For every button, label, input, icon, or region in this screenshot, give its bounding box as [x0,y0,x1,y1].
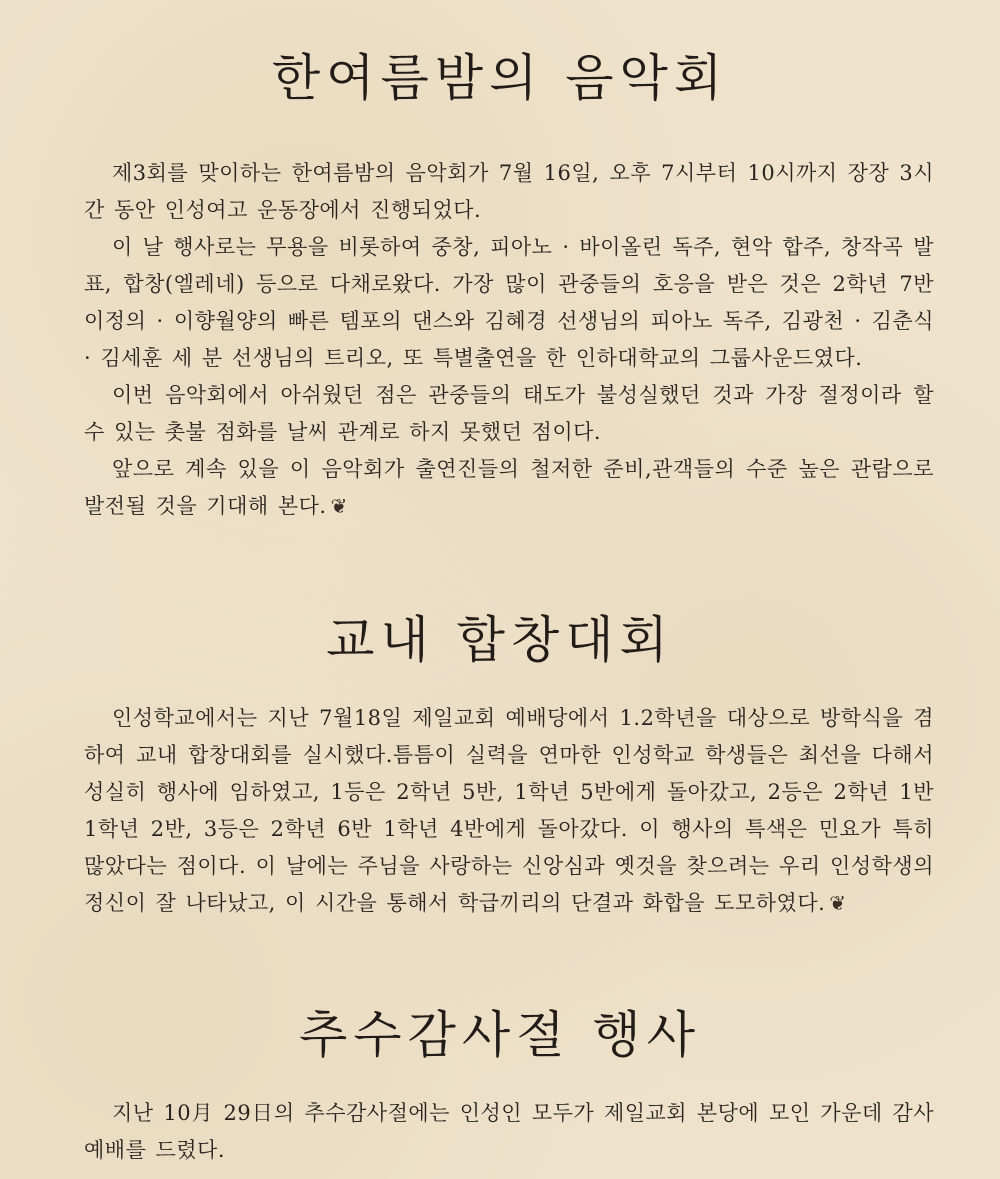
paragraph-text: 앞으로 계속 있을 이 음악회가 출연진들의 철저한 준비,관객들의 수준 높은 관람으로 발전될 것을 기대해 본다. [84,457,934,518]
ornament-icon: ❦ [330,494,348,518]
section-body-thanksgiving [84,1095,934,1169]
paragraph [84,451,934,525]
paragraph: 제3회를 맞이하는 한여름밤의 음악회가 7월 16일, 오후 7시부터 10시까지 장장 3시간 동안 인성여고 운동장에서 진행되었다. [84,161,934,222]
paragraph: 이 날 행사로는 무용을 비롯하여 중창, 피아노 · 바이올린 독주, 현악 합주, 창작곡 발표, 합창(엘레네) 등으로 다채로왔다. 가장 많이 관중들의 호응을 받은 것은 2학년 7반 이정의 · 이향월양의 빠른 템포의 댄스와 김혜경 선생님의 피아노 독주, 김광천 · 김춘식 · 김세훈 세 분 선생님의 트리오, 또 특별출연을 한 인하대학교의 그룹사운드였다. [84,235,934,370]
section-title-thanksgiving: 추수감사절 행사 [299,1006,701,1064]
paragraph [84,700,934,922]
paragraph: 이번 음악회에서 아쉬웠던 점은 관중들의 태도가 불성실했던 것과 가장 절정이라 할 수 있는 촛불 점화를 날씨 관계로 하지 못했던 점이다. [84,383,934,444]
section-title-choir-contest: 교내 합창대회 [326,611,674,669]
ornament-icon: ❦ [829,891,847,915]
section-title-summer-concert: 한여름밤의 음악회 [271,49,729,107]
paragraph: 지난 10月 29日의 추수감사절에는 인성인 모두가 제일교회 본당에 모인 가운데 감사예배를 드렸다. [84,1101,934,1162]
section-body-summer-concert [84,155,934,525]
section-body-choir-contest [84,700,934,922]
paragraph-text: 인성학교에서는 지난 7월18일 제일교회 예배당에서 1.2학년을 대상으로 방학식을 겸하여 교내 합창대회를 실시했다.틈틈이 실력을 연마한 인성학교 학생들은 최선을 다해서 성실히 행사에 임하였고, 1등은 2학년 5반, 1학년 5반에게 돌아갔고, 2등은 2학년 1반 1학년 2반, 3등은 2학년 6반 1학년 4반에게 돌아갔다. 이 행사의 특색은 민요가 특히 많았다는 점이다. 이 날에는 주님을 사랑하는 신앙심과 옛것을 찾으려는 우리 인성학생의 정신이 잘 나타났고, 이 시간을 통해서 학급끼리의 단결과 화합을 도모하였다. [84,706,934,915]
